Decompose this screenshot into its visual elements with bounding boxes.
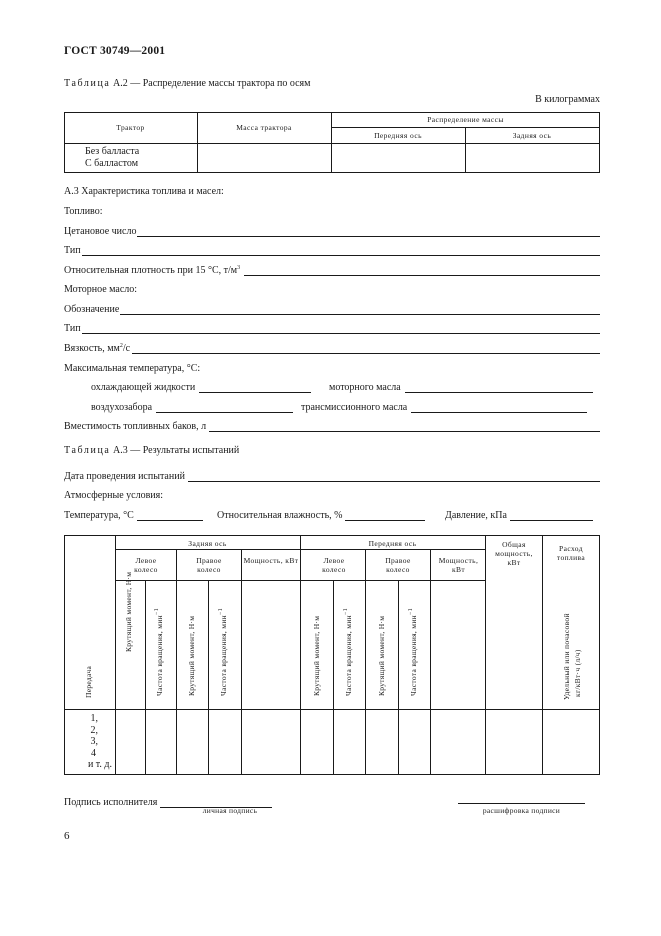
gear-value: 3, (90, 736, 98, 747)
max-temp-label: Максимальная температура, °С: (64, 363, 201, 374)
specific-consumption-unit: кг/кВт·ч (л/ч) (573, 649, 582, 697)
coolant-label: охлаждающей жидкости (91, 382, 196, 393)
transmission-oil-field[interactable] (301, 399, 587, 413)
atmo-label: Атмосферные условия: (64, 490, 164, 501)
oil-type-field[interactable] (64, 320, 600, 334)
table-a3-caption (64, 445, 239, 456)
gear-value: и т. д. (87, 759, 112, 770)
front-left-torque: Крутящий момент, Н·м (312, 615, 321, 696)
test-date-field[interactable] (64, 468, 600, 482)
front-left-wheel: Левое колесо (322, 556, 346, 574)
density-label: Относительная плотность при 15 °С, $т/м^3$ (64, 265, 241, 276)
gear-value: 4 (91, 747, 96, 759)
temperature-field[interactable] (64, 507, 203, 521)
rear-left-torque: Крутящий момент, Н·м (124, 571, 133, 652)
col-front-axle: Передняя ось (374, 131, 422, 140)
decode-line[interactable] (458, 803, 585, 804)
rear-left-wheel: Левое колесо (134, 556, 158, 574)
coolant-field[interactable] (91, 379, 311, 393)
designation-label: Обозначение (64, 304, 120, 315)
fuel-type-label: Тип (64, 245, 81, 256)
humidity-field[interactable] (217, 507, 425, 521)
fuel-consumption: Расход топлива (556, 544, 586, 562)
pressure-field[interactable] (445, 507, 593, 521)
viscosity-field[interactable] (64, 340, 600, 354)
col-tractor: Трактор (116, 123, 145, 132)
col-distribution: Распределение массы (427, 115, 504, 124)
transmission-oil-label: трансмиссионного масла (301, 402, 408, 413)
temperature-label: Температура, °С (64, 510, 134, 521)
standard-number: ГОСТ 30749—2001 (64, 45, 166, 57)
caption-text: А.3 — Результаты испытаний (110, 445, 240, 456)
tank-capacity-label: Вместимость топливных баков, л (64, 421, 207, 432)
caption-word: Таблица (64, 78, 111, 89)
specific-consumption: Удельный или почасовой (562, 613, 571, 700)
engine-oil-temp-label: моторного масла (329, 382, 401, 393)
front-left-rpm: Частота вращения, мин$^{-1}$ (343, 608, 353, 696)
oil-type-label: Тип (64, 323, 81, 334)
total-power: Общая мощность, кВт (495, 540, 533, 567)
table-a2-caption (64, 78, 310, 89)
row-with-ballast: С балластом (85, 158, 139, 169)
row-no-ballast: Без балласта (85, 146, 140, 157)
engine-oil-label: Моторное масло: (64, 284, 138, 295)
decode-caption: расшифровка подписи (482, 806, 561, 815)
front-right-torque: Крутящий момент, Н·м (377, 615, 386, 696)
gear-value: 1, (90, 713, 98, 724)
section-a3-title: А.3 Характеристика топлива и масел: (64, 186, 224, 197)
test-date-label: Дата проведения испытаний (64, 471, 185, 482)
front-right-wheel: Правое колесо (385, 556, 411, 574)
air-intake-field[interactable] (91, 399, 293, 413)
col-rear-axle: Задняя ось (512, 131, 552, 140)
humidity-label: Относительная влажность, % (217, 510, 343, 521)
gear-values (64, 713, 118, 771)
caption-text: А.2 — Распределение массы трактора по осям (110, 78, 311, 89)
front-power: Мощность, кВт (438, 556, 479, 574)
personal-signature-caption: личная подпись (202, 806, 258, 815)
viscosity-label: Вязкость, $мм^2/с$ (64, 343, 131, 354)
rear-power: Мощность, кВт (243, 556, 299, 565)
engine-oil-temp-field[interactable] (329, 379, 593, 393)
caption-word: Таблица (64, 445, 111, 456)
gear-header: Передача (84, 665, 93, 698)
gear-value: 2, (90, 724, 98, 736)
front-right-rpm: Частота вращения, мин$^{-1}$ (408, 608, 418, 696)
rear-axle-header: Задняя ось (188, 539, 227, 548)
rear-right-wheel: Правое колесо (196, 556, 222, 574)
cetane-field[interactable] (64, 223, 600, 237)
rear-right-torque: Крутящий момент, Н·м (187, 615, 196, 696)
rear-left-rpm: Частота вращения, мин$^{-1}$ (154, 608, 164, 696)
pressure-label: Давление, кПа (445, 510, 507, 521)
designation-field[interactable] (64, 301, 600, 315)
air-intake-label: воздухозабора (91, 402, 153, 413)
signature-label: Подпись исполнителя (64, 797, 158, 808)
fuel-label: Топливо: (64, 206, 103, 217)
table-a2-units: В килограммах (535, 94, 600, 105)
tank-capacity-field[interactable] (64, 418, 600, 432)
density-field[interactable] (64, 262, 600, 276)
col-mass: Масса трактора (236, 123, 292, 132)
fuel-type-field[interactable] (64, 242, 600, 256)
front-axle-header: Передняя ось (368, 539, 417, 548)
page-number: 6 (64, 830, 70, 842)
rear-right-rpm: Частота вращения, мин$^{-1}$ (218, 608, 228, 696)
cetane-label: Цетановое число (64, 226, 137, 237)
